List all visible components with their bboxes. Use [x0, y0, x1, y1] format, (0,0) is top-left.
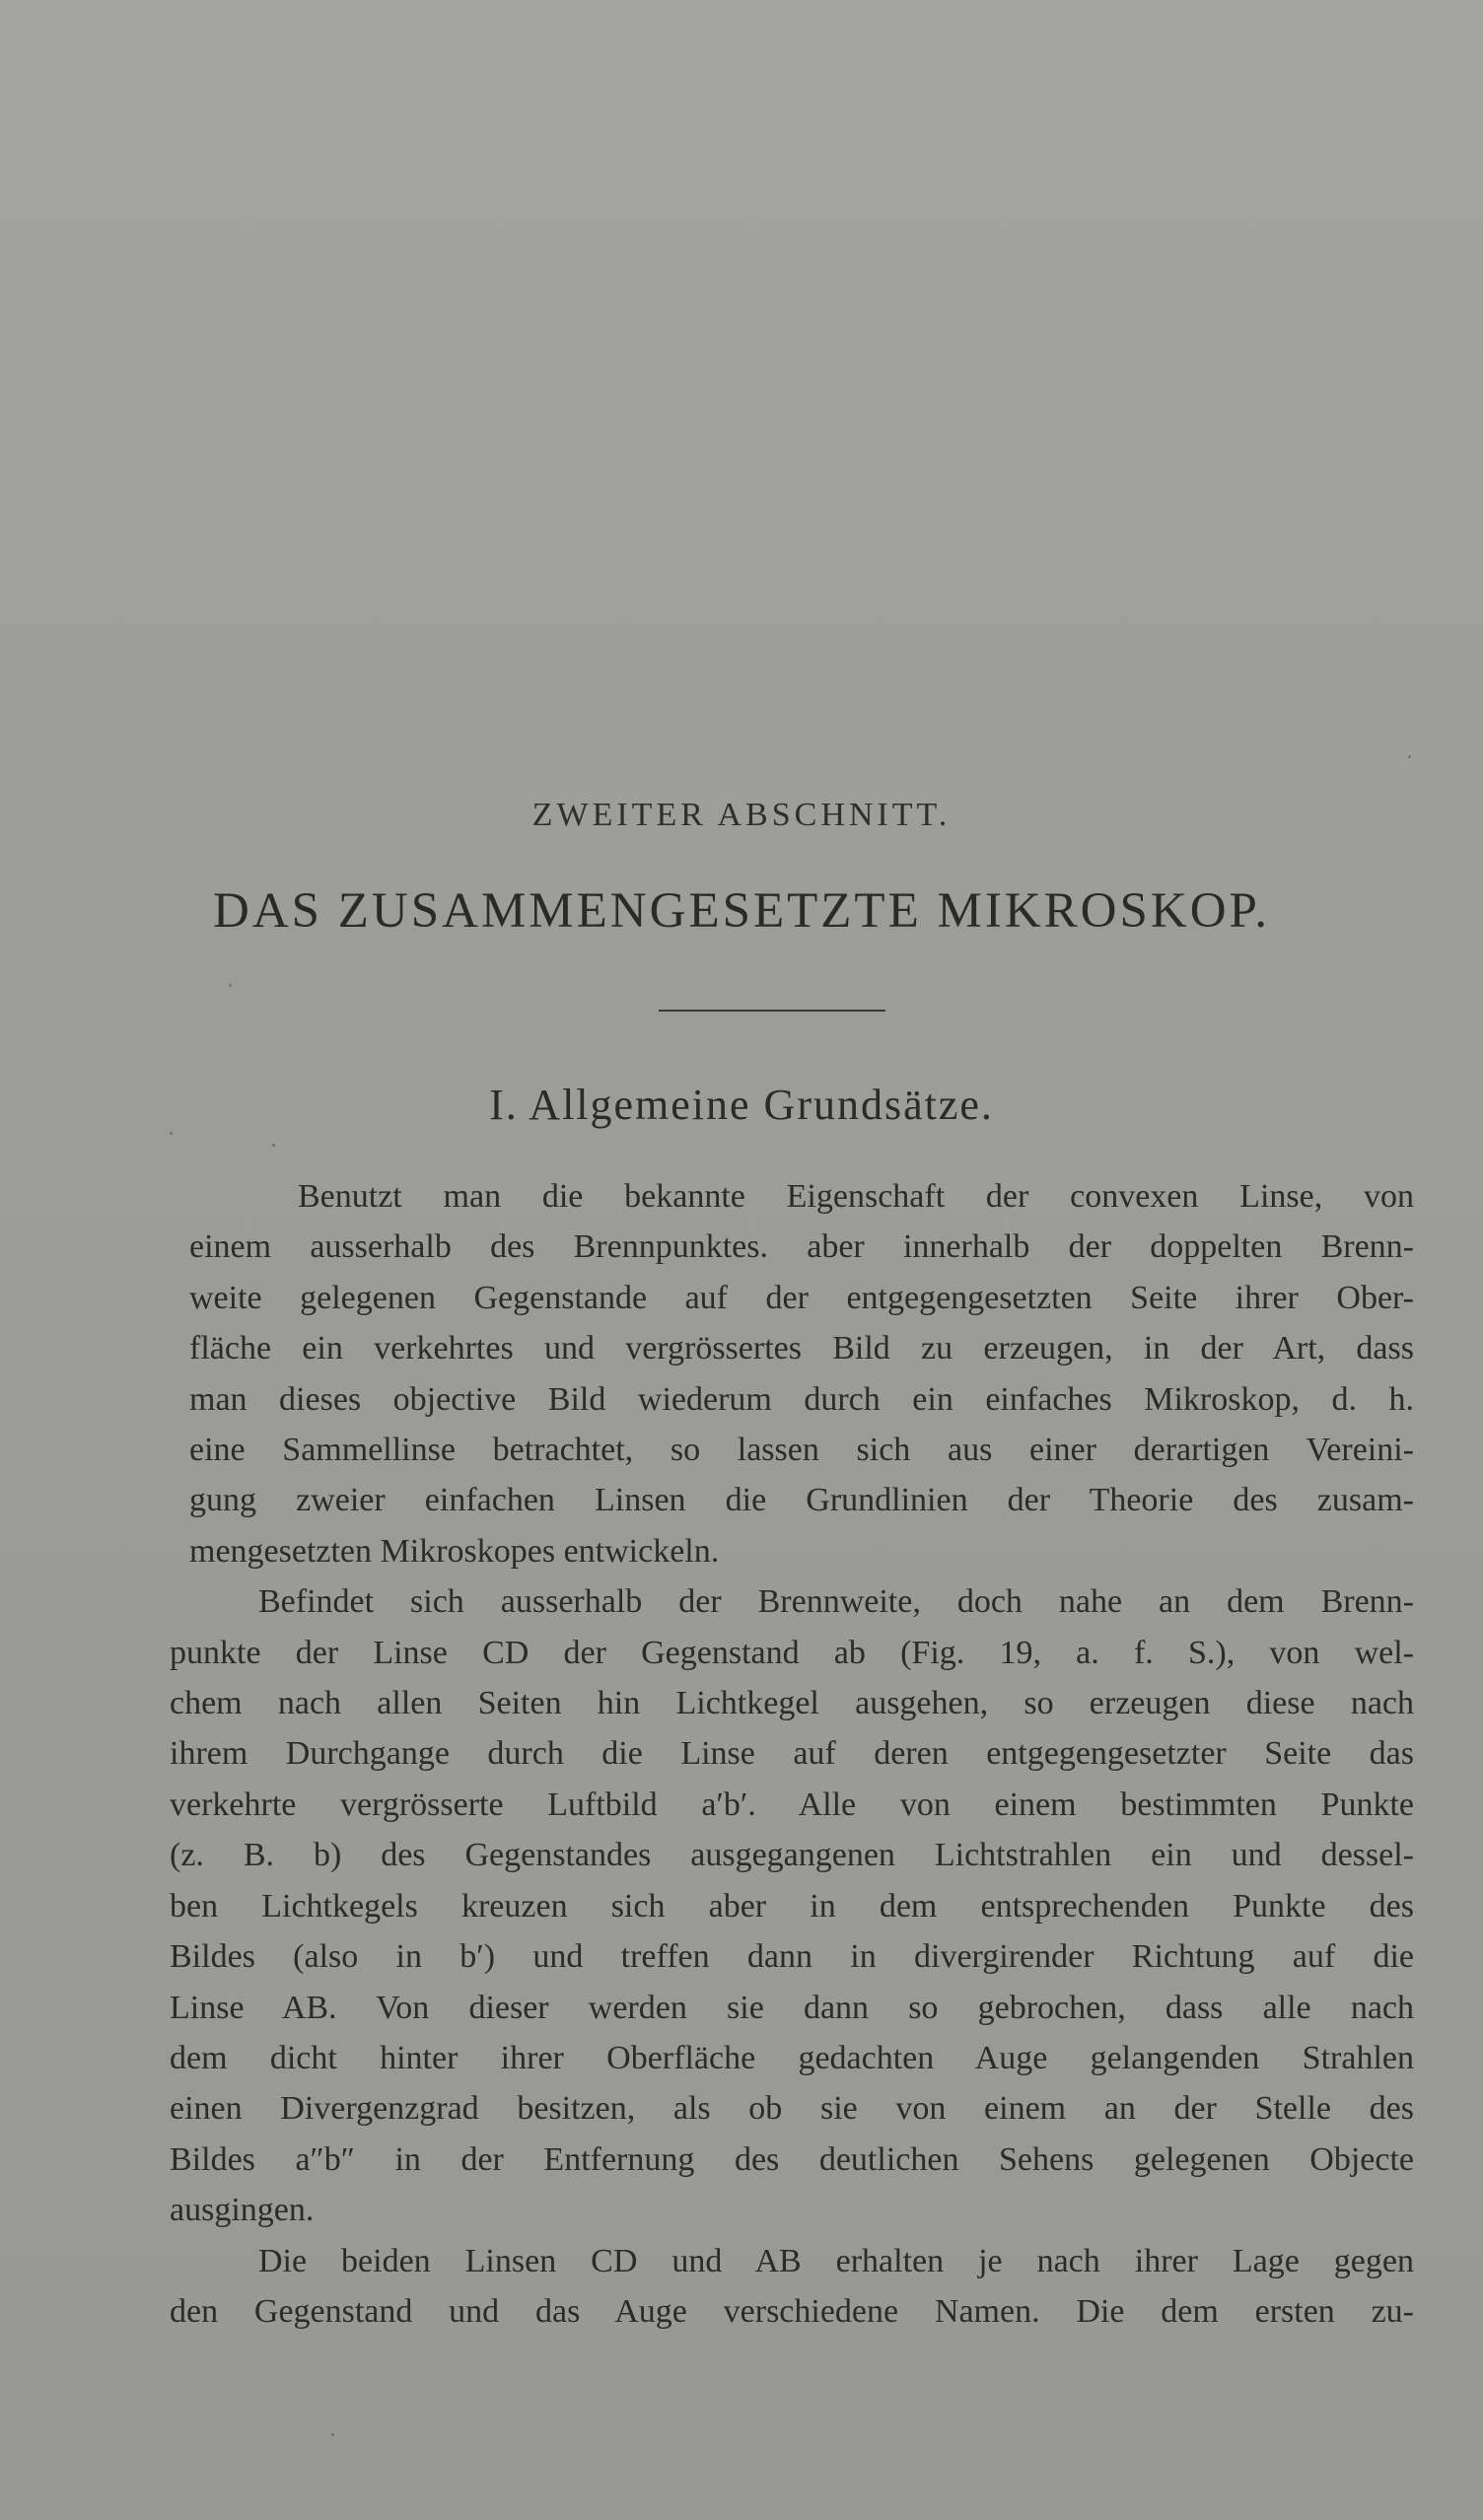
text-line: punkte der Linse CD der Gegenstand ab (Fig. 19, a. f. S.), von wel-: [170, 1634, 1414, 1671]
text-line: fläche ein verkehrtes und vergrössertes Bild zu erzeugen, in der Art, dass: [189, 1330, 1414, 1367]
text-line: Linse AB. Von dieser werden sie dann so gebrochen, dass alle nach: [170, 1989, 1414, 2026]
paragraph-2: [81, 1576, 1414, 2235]
text-line: man dieses objective Bild wiederum durch ein einfaches Mikroskop, d. h.: [189, 1380, 1414, 1418]
paragraph-3: [81, 2236, 1414, 2338]
text-line: den Gegenstand und das Auge verschiedene Namen. Die dem ersten zu-: [170, 2292, 1414, 2330]
text-line: ausgingen.: [170, 2192, 315, 2229]
paper-speck: [1408, 755, 1411, 758]
paper-speck: [331, 2433, 334, 2436]
text-line: weite gelegenen Gegenstande auf der entgegengesetzten Seite ihrer Ober-: [189, 1279, 1414, 1316]
text-line: Die beiden Linsen CD und AB erhalten je nach ihrer Lage gegen: [258, 2242, 1414, 2279]
body-text: [81, 1171, 1414, 2337]
text-line: eine Sammellinse betrachtet, so lassen sich aus einer derartigen Vereini-: [189, 1432, 1414, 1469]
text-line: verkehrte vergrösserte Luftbild a′b′. Alle von einem bestimmten Punkte: [170, 1785, 1414, 1823]
text-line: Befindet sich ausserhalb der Brennweite, doch nahe an dem Brenn-: [258, 1583, 1414, 1621]
paragraph-1: [81, 1171, 1414, 1576]
section-label: ZWEITER ABSCHNITT.: [531, 797, 952, 833]
text-line: mengesetzten Mikroskopes entwickeln.: [189, 1532, 720, 1570]
title-divider: [659, 1010, 885, 1012]
text-line: (z. B. b) des Gegenstandes ausgegangenen Lichtstrahlen ein und dessel-: [170, 1837, 1414, 1874]
text-line: einen Divergenzgrad besitzen, als ob sie von einem an der Stelle des: [170, 2090, 1414, 2128]
paper-speck: [272, 1144, 275, 1147]
text-line: Benutzt man die bekannte Eigenschaft der convexen Linse, von: [298, 1178, 1414, 1215]
text-line: Bildes (also in b′) und treffen dann in divergirender Richtung auf die: [170, 1938, 1414, 1976]
text-line: Bildes a″b″ in der Entfernung des deutlichen Sehens gelegenen Objecte: [170, 2140, 1414, 2178]
paper-speck: [229, 984, 232, 987]
text-line: ben Lichtkegels kreuzen sich aber in dem entsprechenden Punkte des: [170, 1887, 1414, 1925]
text-line: chem nach allen Seiten hin Lichtkegel ausgehen, so erzeugen diese nach: [170, 1685, 1414, 1722]
sub-heading: I. Allgemeine Grundsätze.: [489, 1081, 994, 1129]
paper-speck: [170, 1132, 173, 1135]
text-line: gung zweier einfachen Linsen die Grundlinien der Theorie des zusam-: [189, 1482, 1414, 1519]
text-line: ihrem Durchgange durch die Linse auf deren entgegengesetzter Seite das: [170, 1735, 1414, 1773]
main-title: DAS ZUSAMMENGESETZTE MIKROSKOP.: [213, 883, 1270, 939]
text-line: dem dicht hinter ihrer Oberfläche gedachten Auge gelangenden Strahlen: [170, 2039, 1414, 2076]
text-line: einem ausserhalb des Brennpunktes. aber innerhalb der doppelten Brenn-: [189, 1228, 1414, 1266]
